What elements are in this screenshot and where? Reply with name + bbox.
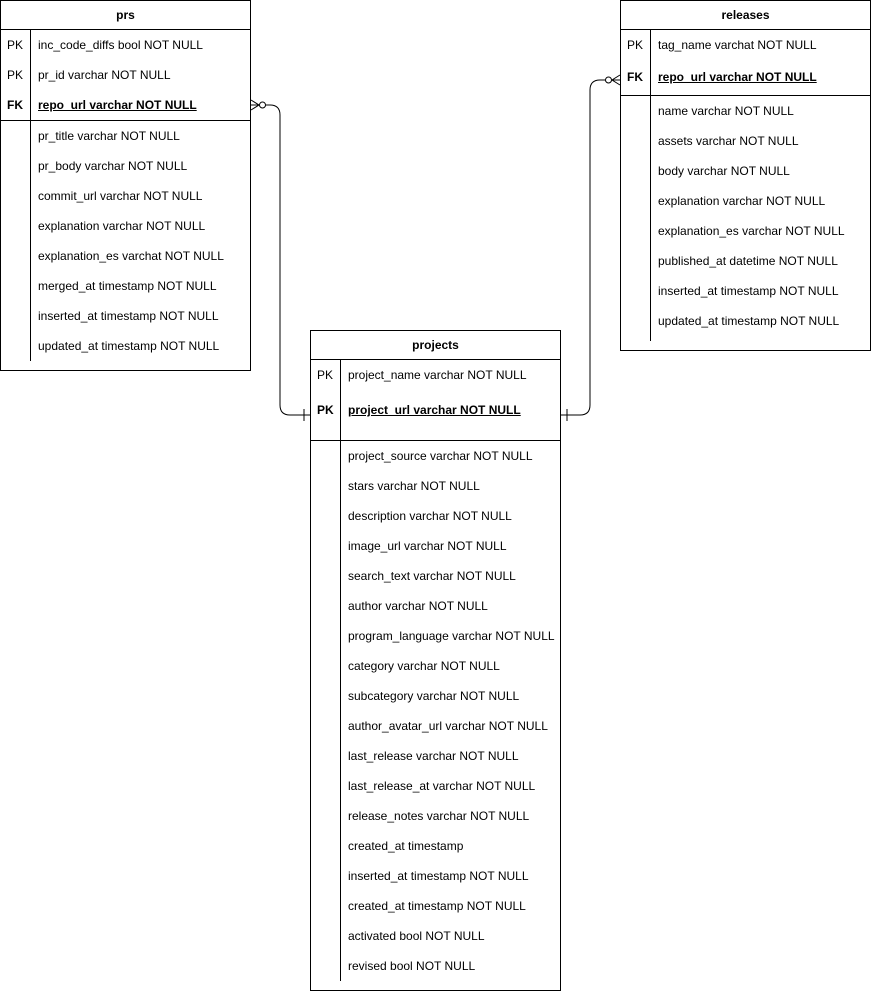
relationship-prs-projects[interactable] bbox=[251, 100, 310, 421]
field-name: commit_url varchar NOT NULL bbox=[38, 189, 203, 203]
field-name: explanation_es varchar NOT NULL bbox=[658, 224, 845, 238]
key-label: FK bbox=[7, 98, 23, 112]
field-name: program_language varchar NOT NULL bbox=[348, 629, 555, 643]
field-name: author_avatar_url varchar NOT NULL bbox=[348, 719, 548, 733]
relationship-line bbox=[561, 80, 620, 415]
entity-title: prs bbox=[1, 1, 250, 30]
field-name: last_release_at varchar NOT NULL bbox=[348, 779, 536, 793]
key-label: FK bbox=[627, 70, 643, 84]
field-name: created_at timestamp bbox=[348, 839, 464, 853]
field-name: search_text varchar NOT NULL bbox=[348, 569, 516, 583]
field-name: assets varchar NOT NULL bbox=[658, 134, 799, 148]
field-name: project_source varchar NOT NULL bbox=[348, 449, 533, 463]
field-name: subcategory varchar NOT NULL bbox=[348, 689, 520, 703]
field-name: created_at timestamp NOT NULL bbox=[348, 899, 526, 913]
field-name: last_release varchar NOT NULL bbox=[348, 749, 519, 763]
key-label: PK bbox=[627, 38, 644, 52]
field-name: release_notes varchar NOT NULL bbox=[348, 809, 530, 823]
field-name: pr_body varchar NOT NULL bbox=[38, 159, 188, 173]
field-name: image_url varchar NOT NULL bbox=[348, 539, 507, 553]
key-label: PK bbox=[7, 68, 24, 82]
field-name: pr_title varchar NOT NULL bbox=[38, 129, 180, 143]
field-name: explanation_es varchat NOT NULL bbox=[38, 249, 224, 263]
key-label: PK bbox=[7, 38, 24, 52]
field-name: activated bool NOT NULL bbox=[348, 929, 485, 943]
field-name: explanation varchar NOT NULL bbox=[658, 194, 826, 208]
field-name: merged_at timestamp NOT NULL bbox=[38, 279, 217, 293]
field-name: published_at datetime NOT NULL bbox=[658, 254, 838, 268]
entity-title: projects bbox=[311, 331, 560, 360]
relationship-line bbox=[251, 105, 310, 415]
relationship-releases-projects[interactable] bbox=[561, 75, 620, 421]
field-name: inserted_at timestamp NOT NULL bbox=[658, 284, 839, 298]
optional-circle-icon bbox=[606, 77, 612, 83]
field-name: repo_url varchar NOT NULL bbox=[658, 70, 817, 84]
field-name: explanation varchar NOT NULL bbox=[38, 219, 206, 233]
field-name: inserted_at timestamp NOT NULL bbox=[348, 869, 529, 883]
key-label: PK bbox=[317, 403, 334, 417]
field-name: project_url varchar NOT NULL bbox=[348, 403, 521, 417]
field-name: body varchar NOT NULL bbox=[658, 164, 790, 178]
field-name: inc_code_diffs bool NOT NULL bbox=[38, 38, 203, 52]
field-name: category varchar NOT NULL bbox=[348, 659, 500, 673]
field-name: description varchar NOT NULL bbox=[348, 509, 512, 523]
key-label: PK bbox=[317, 368, 334, 382]
field-name: stars varchar NOT NULL bbox=[348, 479, 480, 493]
field-name: name varchar NOT NULL bbox=[658, 104, 794, 118]
field-name: updated_at timestamp NOT NULL bbox=[658, 314, 840, 328]
field-name: updated_at timestamp NOT NULL bbox=[38, 339, 220, 353]
field-name: author varchar NOT NULL bbox=[348, 599, 488, 613]
optional-circle-icon bbox=[260, 102, 266, 108]
field-name: pr_id varchar NOT NULL bbox=[38, 68, 171, 82]
field-name: repo_url varchar NOT NULL bbox=[38, 98, 197, 112]
field-name: tag_name varchat NOT NULL bbox=[658, 38, 817, 52]
field-name: inserted_at timestamp NOT NULL bbox=[38, 309, 219, 323]
entity-title: releases bbox=[621, 1, 870, 30]
field-name: revised bool NOT NULL bbox=[348, 959, 476, 973]
field-name: project_name varchar NOT NULL bbox=[348, 368, 527, 382]
